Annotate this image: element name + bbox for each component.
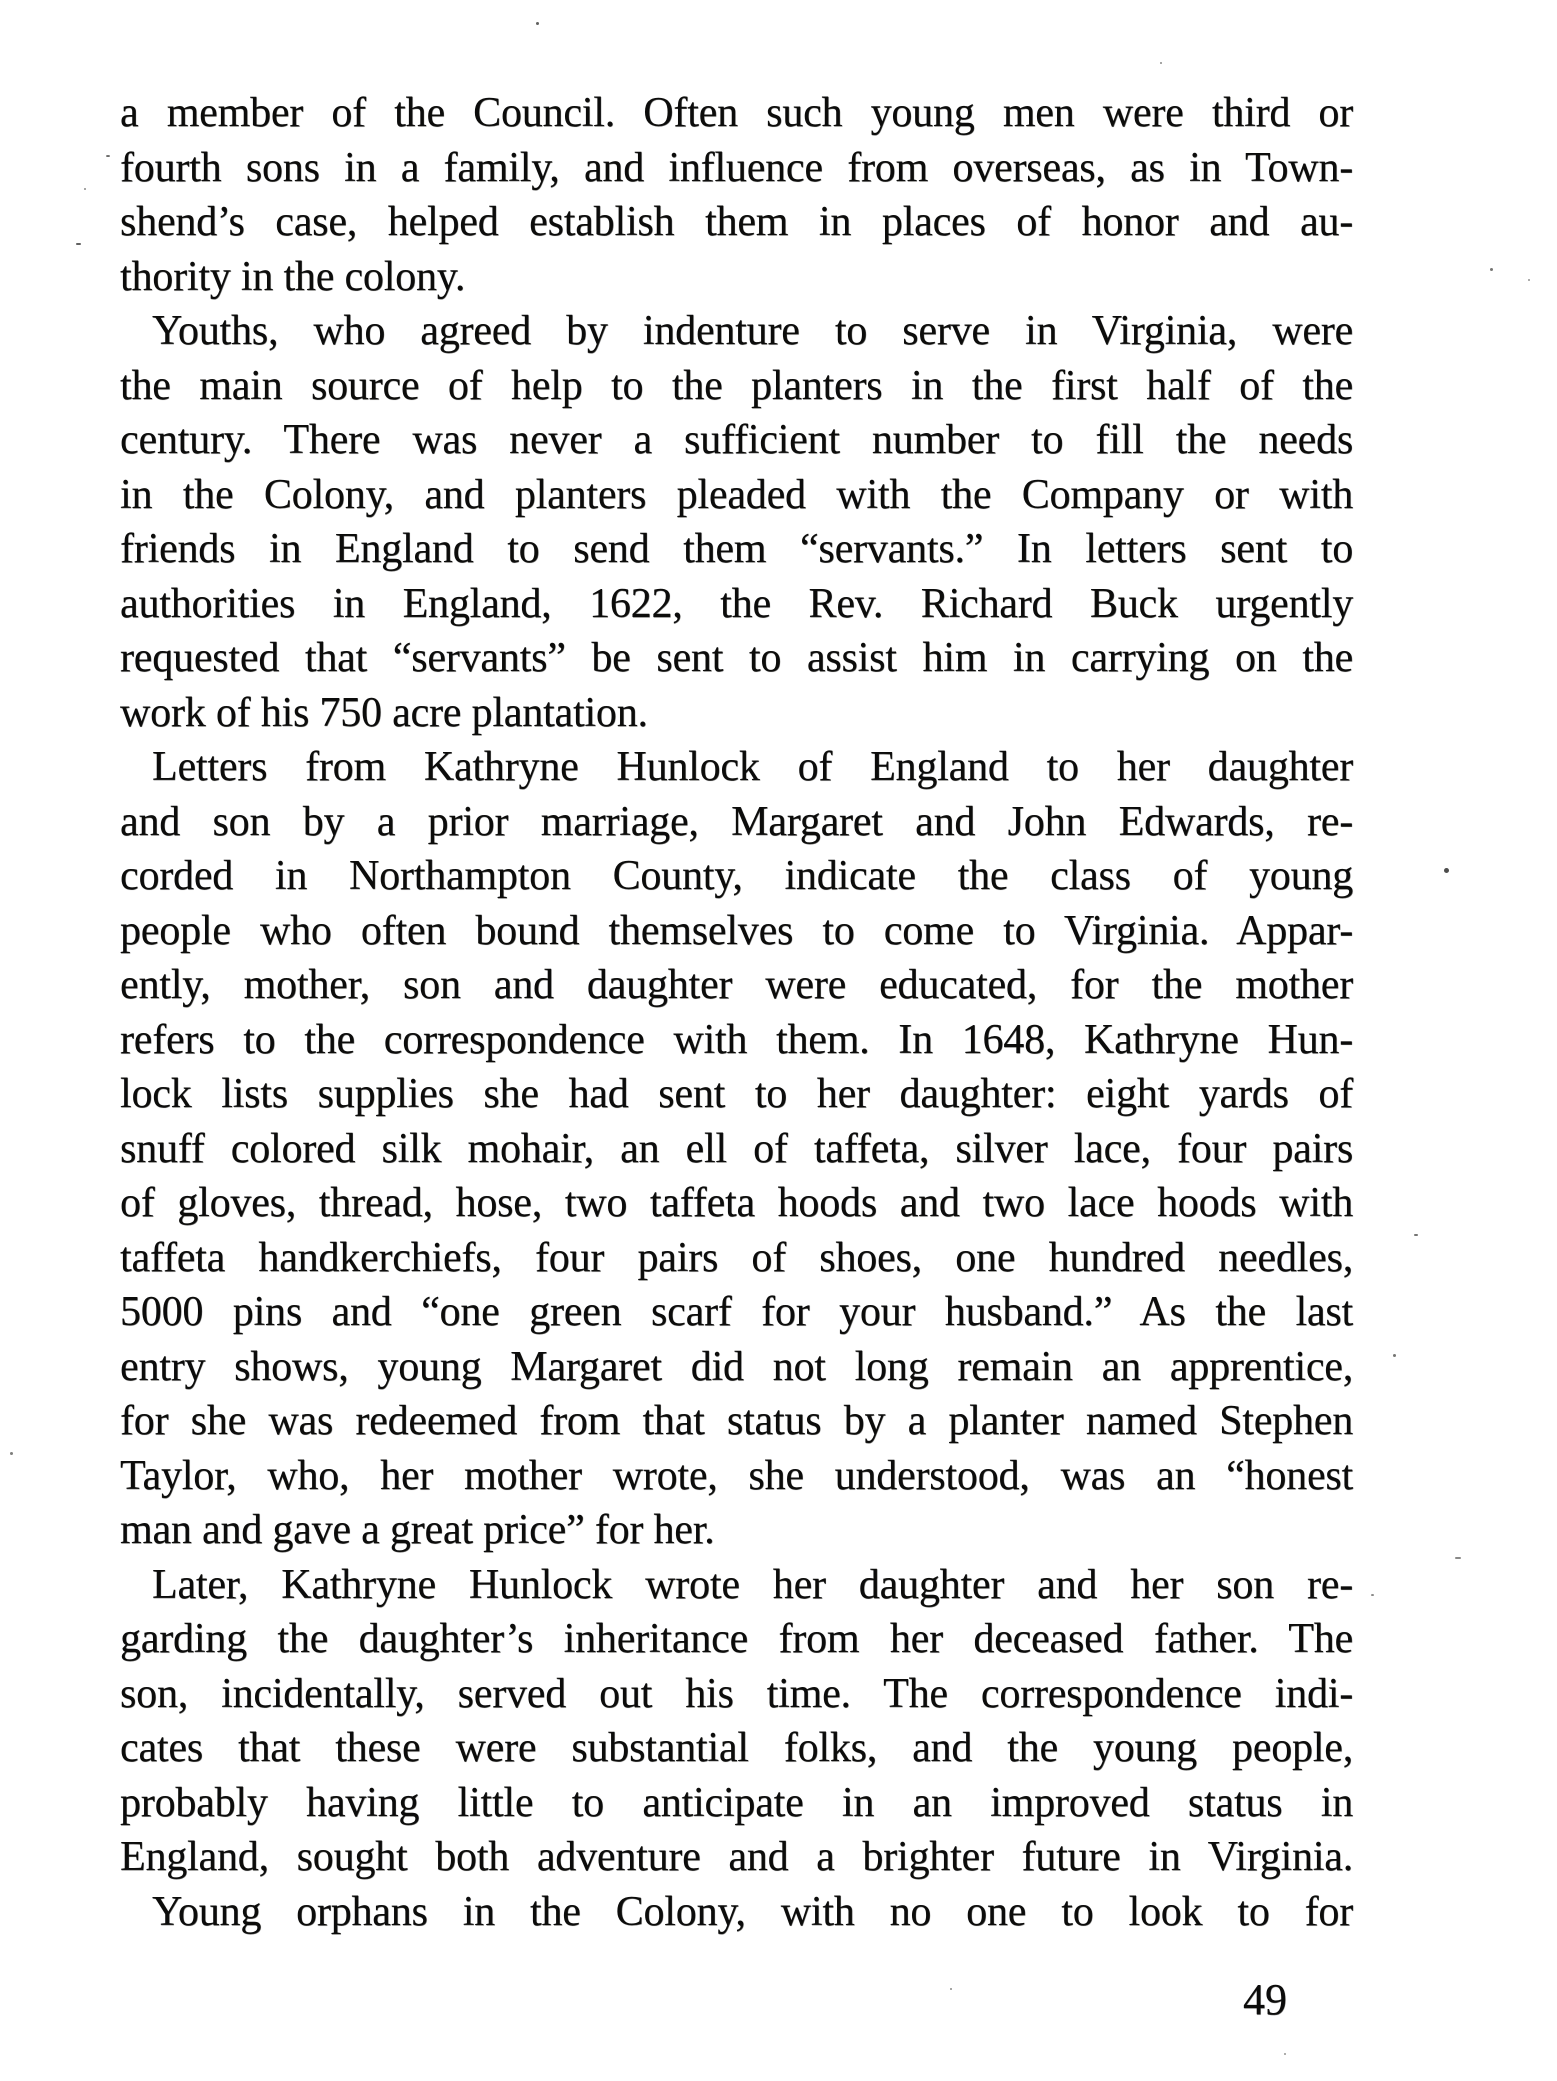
text-line: and son by a prior marriage, Margaret and John Edwards, re- <box>120 798 1353 845</box>
text-line: entry shows, young Margaret did not long remain an apprentice, <box>120 1343 1353 1390</box>
text-line: cates that these were substantial folks, and the young people, <box>120 1725 1353 1771</box>
text-line: son, incidentally, served out his time. The correspondence indi- <box>120 1670 1353 1717</box>
text-line: Youths, who agreed by indenture to serve in Virginia, were <box>152 308 1353 354</box>
text-line: corded in Northampton County, indicate the class of young <box>120 853 1353 899</box>
scan-speck <box>84 188 86 190</box>
text-line: ently, mother, son and daughter were educated, for the mother <box>120 962 1353 1008</box>
scan-speck <box>106 155 110 157</box>
text-line: shend’s case, helped establish them in places of honor and au- <box>120 199 1353 245</box>
scan-speck <box>1490 268 1493 271</box>
text-line: a member of the Council. Often such young men were third or <box>120 90 1353 136</box>
scan-speck <box>1393 1354 1396 1357</box>
text-line: snuff colored silk mohair, an ell of taffeta, silver lace, four pairs <box>120 1125 1353 1172</box>
text-line: friends in England to send them “servants.” In letters sent to <box>120 526 1353 572</box>
scan-speck <box>1414 1234 1418 1236</box>
text-line: the main source of help to the planters in the first half of the <box>120 362 1353 409</box>
text-line: people who often bound themselves to come to Virginia. Appar- <box>120 907 1353 954</box>
text-line: probably having little to anticipate in an improved status in <box>120 1779 1353 1826</box>
text-line: thority in the colony. <box>120 253 466 300</box>
text-line: authorities in England, 1622, the Rev. Richard Buck urgently <box>120 580 1353 627</box>
scan-speck <box>1528 279 1530 281</box>
text-line: Taylor, who, her mother wrote, she understood, was an “honest <box>120 1452 1353 1499</box>
text-line: refers to the correspondence with them. In 1648, Kathryne Hun- <box>120 1016 1353 1063</box>
scan-speck <box>1371 1594 1374 1596</box>
page-number: 49 <box>1243 1975 1287 2024</box>
text-line: England, sought both adventure and a brighter future in Virginia. <box>120 1834 1353 1880</box>
text-line: taffeta handkerchiefs, four pairs of shoes, one hundred needles, <box>120 1234 1353 1281</box>
scan-speck <box>1160 62 1162 64</box>
book-page <box>120 86 1353 1939</box>
text-line: for she was redeemed from that status by a planter named Stephen <box>120 1398 1353 1444</box>
scan-speck <box>1284 2053 1286 2055</box>
scan-speck <box>950 1988 952 1990</box>
scan-speck <box>1455 1557 1461 1559</box>
text-line: garding the daughter’s inheritance from her deceased father. The <box>120 1616 1353 1662</box>
text-line: Letters from Kathryne Hunlock of England to her daughter <box>152 744 1353 790</box>
scan-speck <box>536 22 539 25</box>
text-line: lock lists supplies she had sent to her daughter: eight yards of <box>120 1071 1353 1117</box>
scan-speck <box>76 243 81 245</box>
scan-speck <box>10 1452 13 1455</box>
text-line: in the Colony, and planters pleaded with the Company or with <box>120 471 1353 518</box>
text-line: man and gave a great price” for her. <box>120 1507 715 1553</box>
text-line: Young orphans in the Colony, with no one to look to for <box>152 1888 1353 1935</box>
text-line: 5000 pins and “one green scarf for your husband.” As the last <box>120 1289 1353 1335</box>
text-line: fourth sons in a family, and influence from overseas, as in Town- <box>120 144 1353 191</box>
scan-speck <box>1444 868 1449 873</box>
text-line: work of his 750 acre plantation. <box>120 689 648 736</box>
text-line: requested that “servants” be sent to assist him in carrying on the <box>120 635 1353 681</box>
text-line: century. There was never a sufficient number to fill the needs <box>120 417 1353 463</box>
text-line: Later, Kathryne Hunlock wrote her daughter and her son re- <box>152 1561 1353 1608</box>
text-line: of gloves, thread, hose, two taffeta hoods and two lace hoods with <box>120 1180 1353 1226</box>
